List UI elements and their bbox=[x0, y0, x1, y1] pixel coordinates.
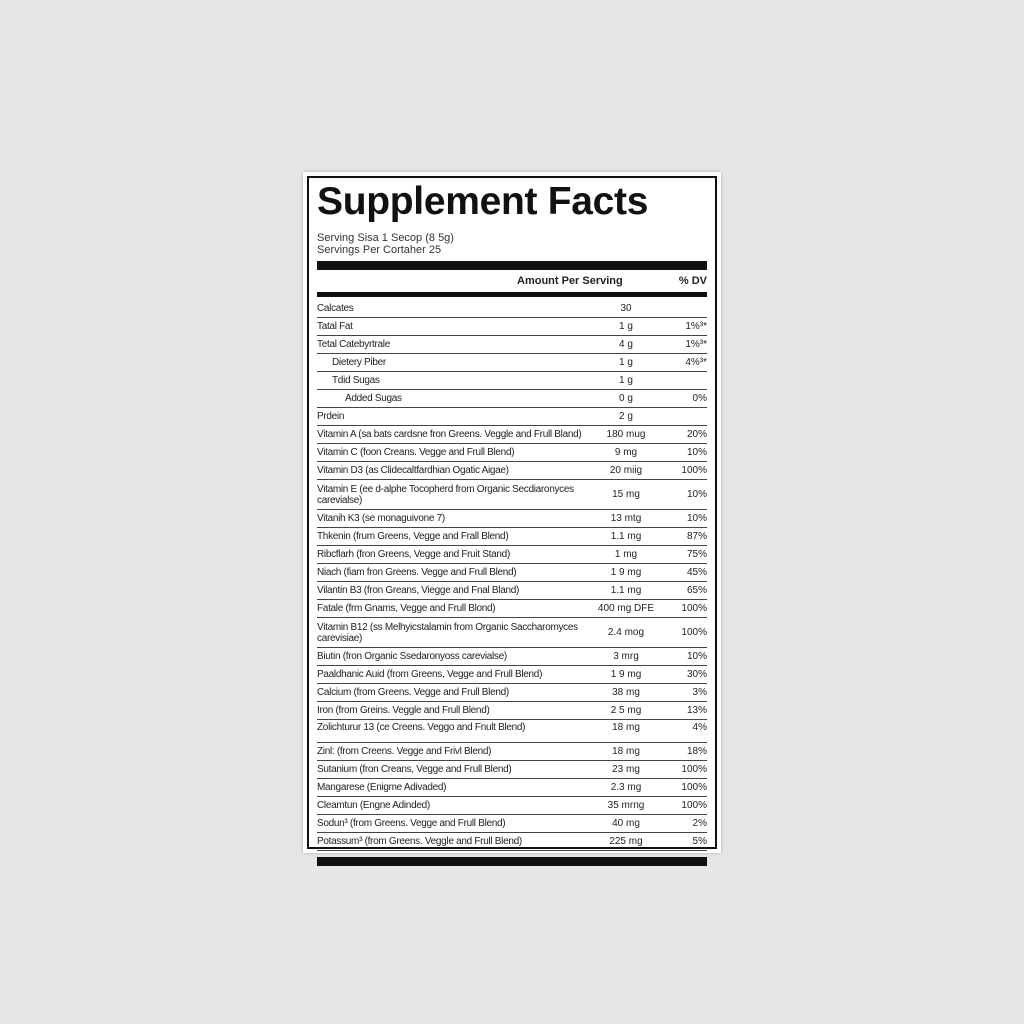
nutrient-name: Biutin (fron Organic Ssedaronyoss carevialse) bbox=[317, 651, 507, 662]
nutrient-row bbox=[317, 390, 707, 408]
nutrient-name: Zinl: (from Creens. Vegge and Frivl Blend) bbox=[317, 746, 492, 757]
nutrient-name: Niach (fiam fron Greens. Vegge and Frull Blend) bbox=[317, 567, 517, 578]
nutrient-amount: 20 miig bbox=[609, 465, 643, 476]
nutrient-row bbox=[317, 480, 707, 510]
nutrient-row bbox=[317, 600, 707, 618]
nutrient-row bbox=[317, 618, 707, 648]
nutrient-dv: 87% bbox=[686, 531, 707, 542]
nutrient-amount: 30 bbox=[620, 303, 632, 314]
nutrient-dv: 3% bbox=[692, 687, 707, 698]
nutrient-amount: 1 g bbox=[619, 357, 633, 368]
nutrient-dv: 100% bbox=[681, 764, 707, 775]
header-divider bbox=[317, 292, 707, 297]
nutrient-dv: 10% bbox=[686, 651, 707, 662]
nutrient-name: Vitamin D3 (as Clidecaltfardhian Ogatic Aigae) bbox=[317, 465, 509, 476]
nutrient-name: Fatale (frm Gnams, Vegge and Frull Blond) bbox=[317, 603, 496, 614]
column-header-dv: % DV bbox=[678, 275, 707, 287]
thick-divider bbox=[317, 261, 707, 270]
nutrient-row bbox=[317, 761, 707, 779]
nutrient-amount: 3 mrg bbox=[613, 651, 639, 662]
nutrient-name: Prdein bbox=[317, 411, 345, 422]
nutrient-amount: 1 mg bbox=[614, 549, 638, 560]
nutrient-dv: 100% bbox=[681, 782, 707, 793]
nutrient-dv: 13% bbox=[686, 705, 707, 716]
nutrient-name: Vitamin E (ee d-alphe Tocopherd from Organic Secdiaronyces carevialse) bbox=[317, 483, 574, 506]
nutrient-dv: 20% bbox=[686, 429, 707, 440]
nutrient-dv: 0% bbox=[692, 393, 707, 404]
nutrient-row bbox=[317, 743, 707, 761]
nutrient-dv: 65% bbox=[686, 585, 707, 596]
nutrient-row bbox=[317, 648, 707, 666]
nutrient-amount: 2 g bbox=[619, 411, 633, 422]
nutrient-name: Ribcflarh (fron Greens, Vegge and Fruit Stand) bbox=[317, 549, 510, 560]
nutrient-row bbox=[317, 702, 707, 720]
nutrient-name: Sutanium (fron Creans, Vegge and Frull Blend) bbox=[317, 764, 512, 775]
nutrient-dv: 10% bbox=[686, 513, 707, 524]
nutrient-dv: 4% bbox=[692, 722, 707, 733]
nutrient-amount: 1.1 mg bbox=[610, 585, 642, 596]
bottom-divider bbox=[317, 857, 707, 866]
supplement-facts-label bbox=[303, 172, 721, 853]
nutrient-dv: 45% bbox=[686, 567, 707, 578]
label-frame bbox=[307, 176, 717, 849]
nutrient-dv: 100% bbox=[681, 603, 707, 614]
nutrient-amount: 1 g bbox=[619, 375, 633, 386]
nutrient-row bbox=[317, 684, 707, 702]
nutrient-row bbox=[317, 564, 707, 582]
nutrient-dv: 100% bbox=[681, 800, 707, 811]
nutrient-name: Paaldhanic Auid (from Greens, Vegge and Frull Blend) bbox=[317, 669, 543, 680]
nutrient-dv: 5% bbox=[692, 836, 707, 847]
nutrient-name: Sodun³ (from Greens. Vegge and Frull Blend) bbox=[317, 818, 506, 829]
nutrient-name: Potassum³ (from Greens. Veggle and Frull Blend) bbox=[317, 836, 522, 847]
nutrient-amount: 23 mg bbox=[612, 764, 640, 775]
nutrient-dv: 1%³* bbox=[685, 339, 707, 350]
nutrient-row bbox=[317, 462, 707, 480]
nutrient-row bbox=[317, 779, 707, 797]
nutrient-table bbox=[317, 300, 707, 851]
nutrient-amount: 9 mg bbox=[614, 447, 638, 458]
nutrient-dv: 30% bbox=[686, 669, 707, 680]
servings-per-container: Servings Per Cortaher 25 bbox=[317, 244, 442, 256]
nutrient-row bbox=[317, 426, 707, 444]
nutrient-dv: 1%³* bbox=[685, 321, 707, 332]
nutrient-dv: 100% bbox=[681, 627, 707, 638]
nutrient-amount: 2.3 mg bbox=[610, 782, 642, 793]
nutrient-name: Vitamin B12 (ss Melhyicstalamin from Organic Saccharomyces carevisiae) bbox=[317, 621, 578, 644]
nutrient-amount: 400 mg DFE bbox=[597, 603, 655, 614]
nutrient-row bbox=[317, 666, 707, 684]
nutrient-amount: 4 g bbox=[619, 339, 633, 350]
nutrient-amount: 35 mrng bbox=[607, 800, 645, 811]
nutrient-name: Vitamin C (foon Creans. Vegge and Frull Blend) bbox=[317, 447, 515, 458]
nutrient-row bbox=[317, 833, 707, 851]
nutrient-row bbox=[317, 444, 707, 462]
nutrient-amount: 225 mg bbox=[609, 836, 643, 847]
nutrient-name: Dietery Piber bbox=[332, 357, 386, 368]
nutrient-name: Vilantin B3 (fron Greans, Viegge and Fnal Bland) bbox=[317, 585, 520, 596]
serving-info bbox=[317, 232, 707, 256]
nutrient-row bbox=[317, 546, 707, 564]
nutrient-amount: 38 mg bbox=[612, 687, 640, 698]
nutrient-row bbox=[317, 408, 707, 426]
nutrient-row bbox=[317, 528, 707, 546]
nutrient-amount: 15 mg bbox=[612, 489, 640, 500]
nutrient-name: Calcates bbox=[317, 303, 354, 314]
column-header-row bbox=[317, 270, 707, 292]
nutrient-row bbox=[317, 510, 707, 528]
column-header-amount: Amount Per Serving bbox=[517, 275, 623, 287]
nutrient-name: Added Sugas bbox=[345, 393, 402, 404]
nutrient-dv: 18% bbox=[686, 746, 707, 757]
nutrient-row bbox=[317, 318, 707, 336]
nutrient-dv: 75% bbox=[686, 549, 707, 560]
nutrient-name: Vitanih K3 (se monaguivone 7) bbox=[317, 513, 445, 524]
nutrient-amount: 0 g bbox=[619, 393, 633, 404]
nutrient-row bbox=[317, 582, 707, 600]
serving-size: Serving Sisa 1 Secop (8 5g) bbox=[317, 232, 454, 244]
nutrient-name: Iron (from Greins. Veggle and Frull Blend) bbox=[317, 705, 490, 716]
nutrient-name: Vitamin A (sa bats cardsne fron Greens. Veggle and Frull Bland) bbox=[317, 429, 582, 440]
nutrient-row bbox=[317, 354, 707, 372]
nutrient-amount: 13 mtg bbox=[610, 513, 642, 524]
nutrient-name: Tatal Fat bbox=[317, 321, 353, 332]
nutrient-name: Calcium (from Greens. Vegge and Frull Blend) bbox=[317, 687, 509, 698]
nutrient-dv: 2% bbox=[692, 818, 707, 829]
nutrient-row bbox=[317, 372, 707, 390]
nutrient-amount: 18 mg bbox=[612, 722, 640, 733]
nutrient-row bbox=[317, 815, 707, 833]
nutrient-dv: 10% bbox=[686, 447, 707, 458]
nutrient-amount: 2 5 mg bbox=[610, 705, 642, 716]
nutrient-dv: 10% bbox=[686, 489, 707, 500]
nutrient-row bbox=[317, 797, 707, 815]
nutrient-dv: 100% bbox=[681, 465, 707, 476]
label-title: Supplement Facts bbox=[317, 180, 649, 223]
nutrient-amount: 18 mg bbox=[612, 746, 640, 757]
nutrient-name: Zolichturur 13 (ce Creens. Veggo and Fnult Blend) bbox=[317, 722, 526, 733]
nutrient-name: Thkenin (frum Greens, Vegge and Frall Blend) bbox=[317, 531, 509, 542]
nutrient-amount: 1 g bbox=[619, 321, 633, 332]
nutrient-amount: 2.4 mog bbox=[607, 627, 645, 638]
nutrient-row bbox=[317, 300, 707, 318]
nutrient-amount: 1 9 mg bbox=[610, 567, 642, 578]
nutrient-row bbox=[317, 720, 707, 743]
nutrient-row bbox=[317, 336, 707, 354]
nutrient-name: Mangarese (Enigme Adivaded) bbox=[317, 782, 447, 793]
nutrient-amount: 180 mug bbox=[606, 429, 646, 440]
nutrient-name: Tdid Sugas bbox=[332, 375, 380, 386]
nutrient-name: Tetal Catebyrtrale bbox=[317, 339, 390, 350]
nutrient-amount: 1.1 mg bbox=[610, 531, 642, 542]
nutrient-amount: 1 9 mg bbox=[610, 669, 642, 680]
nutrient-amount: 40 mg bbox=[612, 818, 640, 829]
nutrient-name: Cleamtun (Engne Adinded) bbox=[317, 800, 430, 811]
nutrient-dv: 4%³* bbox=[685, 357, 707, 368]
